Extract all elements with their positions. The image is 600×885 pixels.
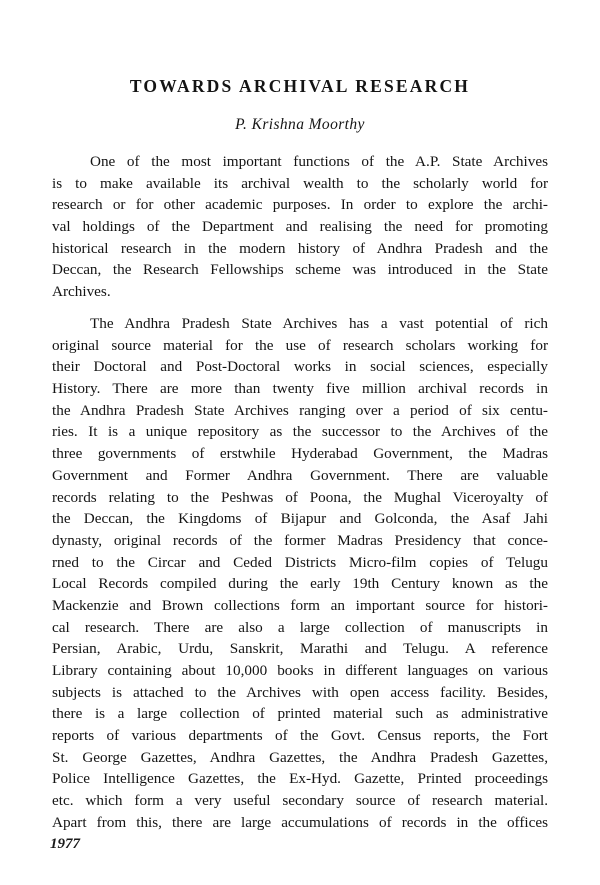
paragraph-line: the Deccan, the Kingdoms of Bijapur and Golconda, the Asaf Jahi (52, 510, 548, 528)
page-number: 1977 (50, 836, 80, 852)
paragraph-line: reports of various departments of the Govt. Census reports, the Fort (52, 727, 548, 745)
paragraph-line: Apart from this, there are large accumulations of records in the offices (52, 813, 548, 831)
paragraph-line: Mackenzie and Brown collections form an important source for histori- (52, 596, 548, 614)
paragraph-line: Library containing about 10,000 books in different languages on various (52, 662, 548, 679)
article-title: TOWARDS ARCHIVAL RESEARCH (129, 76, 471, 96)
paragraph-line: Government and Former Andhra Government. There are valuable (52, 466, 548, 484)
paragraph-line: etc. which form a very useful secondary source of research material. (52, 792, 548, 810)
paragraph-line: records relating to the Peshwas of Poona, the Mughal Viceroyalty of (52, 488, 548, 506)
paragraph-line: subjects is attached to the Archives with open access facility. Besides, (52, 683, 548, 701)
paragraph-line: is to make available its archival wealth to the scholarly world for (52, 174, 548, 192)
paragraph-line: historical research in the modern history of Andhra Pradesh and the (52, 239, 548, 257)
paragraph-2 (52, 313, 548, 834)
paragraph-line: original source material for the use of research scholars working for (52, 336, 548, 354)
paragraph-line: dynasty, original records of the former Madras Presidency that conce- (52, 531, 548, 549)
paragraph-line: History. There are more than twenty five million archival records in (52, 380, 548, 398)
article-author: P. Krishna Moorthy (235, 116, 365, 133)
paragraph-line: the Andhra Pradesh State Archives ranging over a period of six centu- (52, 401, 548, 419)
paragraph-line: research or for other academic purposes. In order to explore the archi- (52, 196, 548, 214)
paragraph-line: ries. It is a unique repository as the successor to the Archives of the (52, 423, 548, 441)
paragraph-line: One of the most important functions of the A.P. State Archives (90, 153, 548, 170)
paragraph-line: rned to the Circar and Ceded Districts Micro-film copies of Telugu (52, 553, 548, 571)
paragraph-line: Local Records compiled during the early 19th Century known as the (52, 575, 548, 593)
paragraph-line: Persian, Arabic, Urdu, Sanskrit, Marathi and Telugu. A reference (52, 640, 548, 658)
paragraph-line: val holdings of the Department and realising the need for promoting (52, 218, 548, 236)
paragraph-line: St. George Gazettes, Andhra Gazettes, the Andhra Pradesh Gazettes, (52, 748, 548, 766)
paragraph-line: Deccan, the Research Fellowships scheme was introduced in the State (52, 261, 548, 279)
paragraph-line: The Andhra Pradesh State Archives has a vast potential of rich (90, 315, 548, 332)
paragraph-line: their Doctoral and Post-Doctoral works in social sciences, especially (52, 358, 548, 376)
paragraph-1 (52, 151, 548, 303)
paragraph-line: there is a large collection of printed material such as administrative (52, 705, 548, 723)
paragraph-line: three governments of erstwhile Hyderabad Government, the Madras (52, 445, 548, 463)
paragraph-line: Archives. (52, 283, 111, 301)
paragraph-line: Police Intelligence Gazettes, the Ex-Hyd. Gazette, Printed proceedings (52, 770, 548, 788)
paragraph-line: cal research. There are also a large collection of manuscripts in (52, 618, 548, 636)
